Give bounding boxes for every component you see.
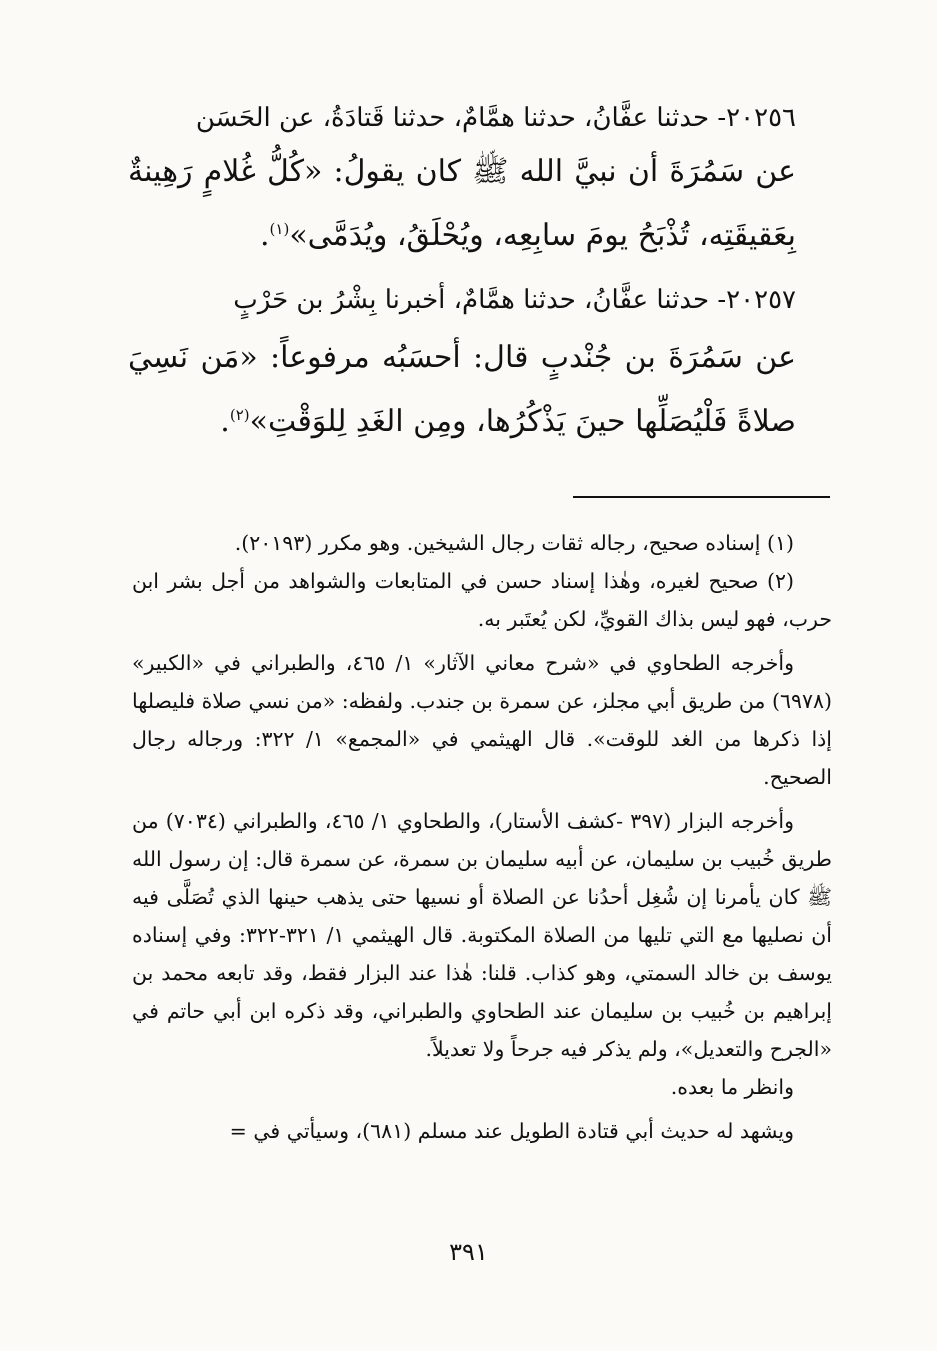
footnote-1: (١) إسناده صحيح، رجاله ثقات رجال الشيخين. وهو مكرر (٢٠١٩٣). [234,531,794,555]
hadith-matn [128,326,836,454]
hadith-matn-text: عن سَمُرَةَ بن جُنْدبٍ قال: أحسَبُه مرفوعاً: «مَن نَسِيَ صلاةً فَلْيُصَلِّها حينَ يَذْكُرُها، ومِن الغَدِ لِلوَقْتِ» [128,340,796,439]
hadith-20257 [128,280,836,454]
footnote-2: (٢) صحيح لغيره، وهٰذا إسناد حسن في المتابعات والشواهد من أجل بشر ابن حرب، فهو ليس بذاك القويِّ، لكن يُعتَبر به. [132,569,832,631]
footnote-paragraph: وأخرجه البزار (٣٩٧ -كشف الأستار)، والطحاوي ١/ ٤٦٥، والطبراني (٧٠٣٤) من طريق خُبيب بن سليمان، عن أبيه سليمان بن سمرة، عن سمرة قال: إن رسول الله ﷺ كان يأمرنا إن شُغِل أحدُنا عن الصلاة أو نسيها حتى يذهب حينها الذي تُصَلَّى فيه أن نصليها مع التي تليها من الصلاة المكتوبة. قال الهيثمي ١/ ٣٢١-٣٢٢: وفي إسناده يوسف بن خالد السمتي، وهو كذاب. قلنا: هٰذا عند البزار فقط، وقد تابعه محمد بن إبراهيم بن خُبيب بن سليمان عند الطحاوي والطبراني، وقد ذكره ابن أبي حاتم في «الجرح والتعديل»، ولم يذكر فيه جرحاً ولا تعديلاً. [132,809,832,1061]
footnote-marker: (٢) [229,406,250,424]
footnotes [132,524,832,1150]
hadith-isnad: ٢٠٢٥٧- حدثنا عفَّانُ، حدثنا همَّامٌ، أخبرنا بِشْرُ بن حَرْبٍ [233,285,796,315]
footnote-paragraph: وأخرجه الطحاوي في «شرح معاني الآثار» ١/ ٤٦٥، والطبراني في «الكبير» (٦٩٧٨) من طريق أبي مجلز، عن سمرة بن جندب. ولفظه: «من نسي صلاة فليصلها إذا ذكرها من الغد للوقت». قال الهيثمي في «المجمع» ١/ ٣٢٢: ورجاله رجال الصحيح. [132,651,832,789]
hadith-end-mark: . [220,404,230,439]
footnote-separator [573,496,830,498]
footnote-marker: (١) [269,220,290,238]
hadith-matn-text: عن سَمُرَةَ أن نبيَّ الله ﷺ كان يقولُ: «كُلُّ غُلامٍ رَهِينةٌ بِعَقيقَتِه، تُذْبَحُ يومَ سابِعِه، ويُحْلَقُ، ويُدَمَّى» [128,154,796,253]
footnote-paragraph: وانظر ما بعده. [670,1075,794,1099]
hadith-matn [128,140,836,268]
hadith-isnad: ٢٠٢٥٦- حدثنا عفَّانُ، حدثنا همَّامٌ، حدثنا قَتادَةُ، عن الحَسَن [195,103,796,133]
footnote-paragraph: ويشهد له حديث أبي قتادة الطويل عند مسلم (٦٨١)، وسيأتي في = [229,1119,794,1143]
page-number: ٣٩١ [449,1238,488,1266]
hadith-end-mark: . [259,218,270,253]
hadith-20256 [128,98,836,268]
